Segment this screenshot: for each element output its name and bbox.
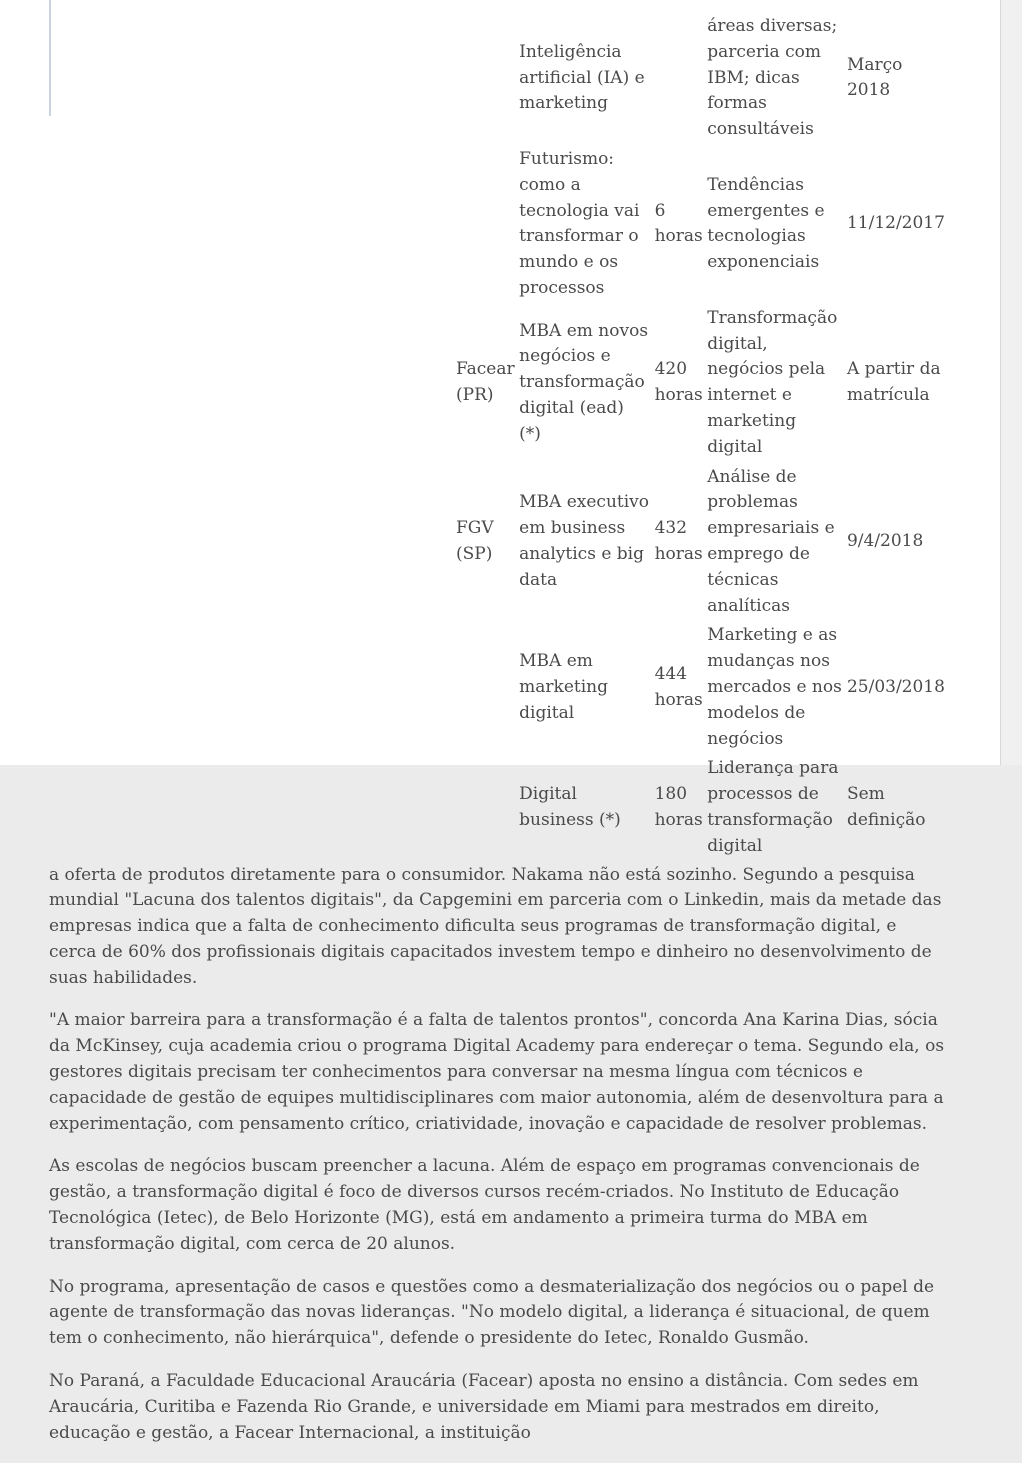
institution-cell	[455, 13, 516, 144]
course-name-cell: Digital business (*)	[519, 784, 621, 830]
article-paragraph-5: No Paraná, a Faculdade Educacional Araucária (Facear) aposta no ensino a distância. Com sedes em Araucária, Curitiba e Fazenda Rio Grande, e universidade em Miami para mestrados em direito, educação e gestão, a Facear Internacional, a instituição	[49, 1371, 919, 1443]
institution-cell	[455, 755, 516, 860]
hours-cell: 180 horas	[654, 784, 703, 830]
table-left-border	[49, 0, 51, 116]
start-cell: 25/03/2018	[846, 676, 945, 697]
start-cell: Sem definição	[846, 784, 926, 830]
scrollbar-track[interactable]	[1000, 0, 1022, 765]
article-paragraph-4: No programa, apresentação de casos e questões como a desmaterialização dos negócios ou o papel de agente de transformação das novas lideranças. "No modelo digital, a liderança é situacional, de quem tem o conhecimento, não hierárquica", defende o presidente do Ietec, Ronaldo Gusmão.	[49, 1276, 935, 1349]
hours-cell: 432 horas	[654, 518, 703, 564]
hours-cell: 420 horas	[654, 359, 703, 406]
content-cell: Tendências emergentes e tecnologias exponenciais	[707, 174, 825, 273]
content-cell: Análise de problemas empresariais e emprego de técnicas analíticas	[707, 466, 835, 616]
content-cell: Liderança para processos de transformação digital	[707, 758, 839, 856]
hours-cell: 444 horas	[654, 664, 703, 710]
hours-cell: 6 horas	[654, 200, 703, 247]
table-row	[455, 622, 947, 753]
content-cell: áreas diversas; parceria com IBM; dicas formas consultáveis	[707, 16, 838, 140]
course-name-cell: MBA executivo em business analytics e big data	[519, 492, 650, 590]
hours-cell	[654, 13, 705, 144]
course-table-image	[49, 0, 429, 116]
course-name-cell: MBA em marketing digital	[519, 651, 608, 723]
start-cell: Março 2018	[846, 54, 903, 101]
article-paragraph-3: As escolas de negócios buscam preencher a lacuna. Além de espaço em programas convencionais de gestão, a transformação digital é foco de diversos cursos recém-criados. No Instituto de Educação Tecnológica (Ietec), de Belo Horizonte (MG), está em andamento a primeira turma do MBA em transformação digital, com cerca de 20 alunos.	[49, 1156, 920, 1254]
course-name-cell: Inteligência artificial (IA) e marketing	[519, 41, 645, 114]
table-row	[455, 146, 947, 303]
table-row	[455, 305, 947, 462]
institution-cell	[455, 622, 516, 753]
paragraph-text: a oferta de produtos diretamente para o consumidor. Nakama não está sozinho. Segundo a pesquisa mundial "Lacuna dos talentos digitais", da Capgemini em parceria com o Linkedin, mais da metade das empresas indica que a falta de conhecimento dificulta seus programas de transformação digital, e cerca de 60% dos profissionais digitais capacitados investem tempo e dinheiro no desenvolvimento de suas habilidades.	[49, 864, 942, 988]
article-paragraph-2: "A maior barreira para a transformação é a falta de talentos prontos", concorda Ana Karina Dias, sócia da McKinsey, cuja academia criou o programa Digital Academy para endereçar o tema. Segundo ela, os gestores digitais precisam ter conhecimentos para conversar na mesma língua com técnicos e capacidade de gestão de equipes multidisciplinares com maior autonomia, além de desenvoltura para a experimentação, com pensamento crítico, criatividade, inovação e capacidade de resolver problemas.	[49, 1010, 945, 1134]
institution-cell: Facear (PR)	[456, 359, 515, 406]
article-body	[49, 0, 949, 1463]
course-name-cell: Futurismo: como a tecnologia vai transformar o mundo e os processos	[519, 148, 640, 298]
institution-cell	[455, 146, 516, 303]
start-cell: A partir da matrícula	[846, 359, 941, 406]
content-cell: Transformação digital, negócios pela internet e marketing digital	[707, 307, 838, 457]
course-name-cell: MBA em novos negócios e transformação digital (ead) (*)	[519, 320, 649, 444]
start-cell: 9/4/2018	[846, 531, 924, 552]
table-row	[455, 13, 947, 144]
content-cell: Marketing e as mudanças nos mercados e nos modelos de negócios	[707, 625, 842, 749]
institution-cell: FGV (SP)	[456, 518, 494, 564]
course-table	[453, 11, 949, 863]
table-row	[455, 755, 947, 860]
start-cell: 11/12/2017	[846, 213, 945, 234]
table-row	[455, 464, 947, 621]
